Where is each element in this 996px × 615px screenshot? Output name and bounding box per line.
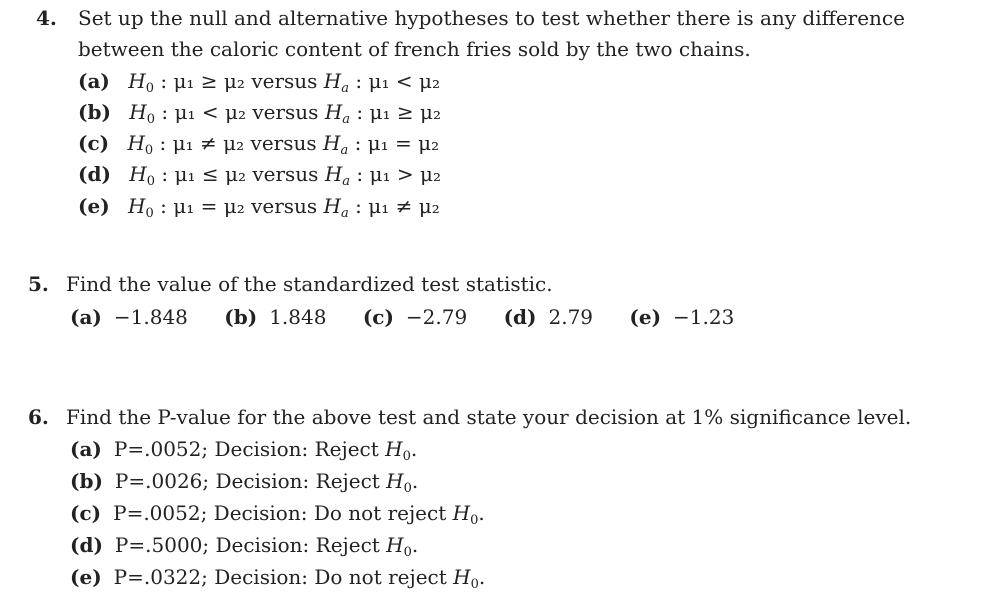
ha-symbol: H [324, 162, 343, 186]
q5-option-d [504, 305, 593, 329]
h0-symbol: H [129, 162, 147, 186]
ha-subscript: a [342, 112, 351, 127]
q5-option-c [363, 305, 467, 329]
q6-text: Find the P-value for the above test and state your decision at 1% significance level. [66, 405, 912, 429]
h0-subscript: 0 [470, 513, 479, 528]
q4-number: 4. [36, 6, 57, 30]
ha-subscript: a [342, 174, 351, 189]
h0-subscript: 0 [470, 577, 479, 592]
ha-symbol: H [324, 100, 343, 124]
q6-option-a: (a) P=.0052; Decision: Reject $H_0$. [70, 437, 418, 464]
h0-symbol: H [453, 565, 471, 589]
q5-options-row [70, 305, 764, 329]
q6-option-text: P=.0322; Decision: Do not reject [113, 565, 454, 589]
q5-text: Find the value of the standardized test statistic. [66, 272, 553, 296]
ha-expression: μ₁ = μ₂ [367, 131, 440, 155]
h0-expression: μ₁ ≥ μ₂ [173, 69, 245, 93]
q6-option-e: (e) P=.0322; Decision: Do not reject $H_0$. [70, 565, 486, 592]
h0-expression: μ₁ ≤ μ₂ [174, 162, 246, 186]
q4-text-line1: Set up the null and alternative hypotheses to test whether there is any difference [78, 6, 905, 30]
q6-option-label: (c) [70, 501, 102, 525]
q5-option-value: −2.79 [405, 305, 468, 329]
versus-word: versus [251, 69, 318, 93]
q5-option-label: (d) [503, 305, 537, 329]
h0-subscript: 0 [403, 481, 412, 496]
ha-subscript: a [341, 81, 349, 96]
h0-symbol: H [385, 437, 403, 461]
q6-option-label: (b) [70, 469, 103, 493]
h0-expression: μ₁ = μ₂ [173, 194, 245, 218]
q5-option-b [224, 305, 326, 329]
h0-subscript: 0 [146, 112, 156, 127]
versus-word: versus [251, 194, 318, 218]
q6-option-label: (e) [70, 565, 102, 589]
h0-expression: μ₁ < μ₂ [174, 100, 246, 124]
q5-option-value: −1.23 [673, 305, 735, 329]
h0-expression: μ₁ ≠ μ₂ [172, 131, 245, 155]
q5-option-a [70, 305, 188, 329]
q4-option-d: (d) $H_0$ : μ₁ ≤ μ₂ versus $H_a$ : μ₁ > μ₂ [78, 162, 441, 189]
h0-subscript: 0 [146, 174, 156, 189]
q6-option-b: (b) P=.0026; Decision: Reject $H_0$. [70, 469, 419, 496]
ha-expression: μ₁ < μ₂ [368, 69, 440, 93]
q6-number: 6. [28, 405, 49, 429]
q5-option-label: (b) [224, 305, 258, 329]
q5-option-value: −1.848 [113, 305, 188, 329]
ha-subscript: a [341, 206, 349, 221]
ha-subscript: a [340, 143, 349, 158]
q5-option-label: (e) [629, 305, 662, 329]
q6-option-label: (d) [70, 533, 103, 557]
h0-subscript: 0 [144, 143, 154, 158]
h0-symbol: H [129, 100, 147, 124]
h0-subscript: 0 [403, 545, 412, 560]
ha-expression: μ₁ ≠ μ₂ [368, 194, 440, 218]
h0-symbol: H [128, 69, 146, 93]
ha-expression: μ₁ > μ₂ [369, 162, 441, 186]
h0-subscript: 0 [402, 449, 411, 464]
h0-symbol: H [127, 131, 145, 155]
q6-option-label: (a) [70, 437, 102, 461]
ha-symbol: H [323, 69, 342, 93]
q4-option-label: (c) [78, 131, 110, 155]
versus-word: versus [250, 131, 317, 155]
q6-option-text: P=.0052; Decision: Reject [113, 437, 386, 461]
ha-expression: μ₁ ≥ μ₂ [369, 100, 441, 124]
q5-option-value: 1.848 [269, 305, 327, 329]
q5-option-label: (c) [362, 305, 394, 329]
h0-subscript: 0 [145, 81, 154, 96]
h0-symbol: H [452, 501, 471, 525]
q5-option-value: 2.79 [548, 305, 594, 329]
q6-option-text: P=.0052; Decision: Do not reject [113, 501, 453, 525]
q4-option-c: (c) $H_0$ : μ₁ ≠ μ₂ versus $H_a$ : μ₁ = μ₂ [78, 131, 440, 158]
q4-option-label: (d) [78, 162, 111, 186]
versus-word: versus [252, 100, 319, 124]
q4-option-a: (a) $H_0$ : μ₁ ≥ μ₂ versus $H_a$ : μ₁ < μ₂ [78, 69, 440, 96]
q6-option-c: (c) P=.0052; Decision: Do not reject $H_0$. [70, 501, 485, 528]
q4-option-label: (a) [78, 69, 110, 93]
q6-option-d: (d) P=.5000; Decision: Reject $H_0$. [70, 533, 419, 560]
h0-symbol: H [386, 533, 404, 557]
q5-option-label: (a) [70, 305, 102, 329]
q4-option-label: (e) [78, 194, 110, 218]
h0-symbol: H [386, 469, 404, 493]
q5-option-e [629, 305, 734, 329]
versus-word: versus [252, 162, 319, 186]
ha-symbol: H [323, 194, 341, 218]
q6-option-text: P=.5000; Decision: Reject [114, 533, 387, 557]
q4-text-line2: between the caloric content of french fries sold by the two chains. [78, 37, 751, 61]
q5-number: 5. [28, 272, 49, 296]
q6-option-text: P=.0026; Decision: Reject [114, 469, 387, 493]
h0-subscript: 0 [145, 206, 154, 221]
q4-option-b: (b) $H_0$ : μ₁ < μ₂ versus $H_a$ : μ₁ ≥ μ₂ [78, 100, 441, 127]
ha-symbol: H [323, 131, 341, 155]
q4-option-label: (b) [78, 100, 111, 124]
q4-option-e: (e) $H_0$ : μ₁ = μ₂ versus $H_a$ : μ₁ ≠ μ₂ [78, 194, 440, 221]
h0-symbol: H [128, 194, 146, 218]
